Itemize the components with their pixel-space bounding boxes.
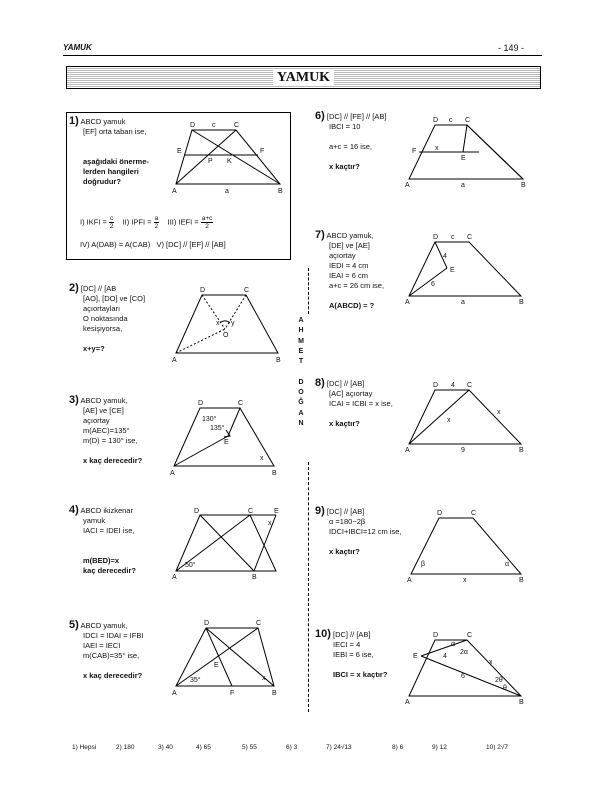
label-theta: θ	[503, 685, 507, 692]
question: x kaçtır?	[329, 162, 360, 171]
label-c: c	[212, 122, 216, 129]
label-a: a	[461, 299, 465, 306]
label-D: D	[198, 400, 204, 407]
label-D: D	[200, 287, 206, 294]
problem-number: 3)	[69, 394, 79, 406]
label-C: C	[465, 117, 471, 124]
label-A: A	[172, 357, 177, 364]
header-left: YAMUK	[63, 43, 92, 52]
label-E: E	[224, 439, 229, 446]
problem-8-text	[315, 378, 393, 429]
frac-num: a	[154, 215, 159, 222]
label-D: D	[204, 620, 210, 627]
label-x: x	[463, 577, 467, 584]
text-line: doğrudur?	[83, 177, 121, 186]
label-D: D	[433, 382, 439, 389]
column-divider-top	[308, 268, 309, 314]
label-E: E	[413, 653, 418, 660]
label-130: 130°	[202, 416, 217, 423]
problem-number: 7)	[315, 229, 325, 241]
trapezoid-diagram-6	[405, 115, 530, 190]
text-line: açıortay	[83, 416, 110, 425]
label-y: y	[231, 320, 235, 327]
text-line: [DC] // [AB]	[326, 379, 365, 388]
label-x: x	[268, 520, 272, 527]
problem-1-options-1	[80, 215, 213, 230]
label-A: A	[172, 690, 177, 697]
column-divider-bottom	[308, 462, 309, 712]
label-4: 4	[443, 253, 447, 260]
answer-1: 1) Hepsi	[72, 744, 97, 751]
label-4: 4	[451, 382, 455, 389]
label-B: B	[276, 357, 281, 364]
trapezoid-diagram-9	[405, 510, 530, 582]
problem-7-text	[315, 230, 384, 311]
label-C: C	[244, 287, 250, 294]
text-line: IEBI = 6 ise,	[333, 650, 374, 659]
label-D: D	[433, 117, 439, 124]
label-x: x	[216, 320, 220, 327]
label-4: 4	[443, 653, 447, 660]
author-letters	[297, 316, 305, 429]
label-6: 6	[431, 281, 435, 288]
problem-number: 4)	[69, 504, 79, 516]
problem-number: 5)	[69, 619, 79, 631]
label-E: E	[450, 267, 455, 274]
problem-1-text	[69, 116, 179, 187]
label-E: E	[274, 508, 279, 515]
label-D: D	[437, 510, 443, 517]
answer-6: 6) 3	[286, 744, 298, 751]
label-A: A	[405, 182, 410, 189]
text-line: ICAI = ICBI = x ise,	[329, 399, 393, 408]
author-letter: E	[298, 347, 304, 355]
label-D: D	[433, 234, 439, 241]
question: x kaç derecedir?	[83, 671, 143, 680]
label-A: A	[172, 574, 177, 581]
label-alpha: α	[505, 561, 510, 568]
label-C: C	[467, 382, 473, 389]
text-line: IBCI = 10	[329, 122, 361, 131]
question: IBCI = x kaçtır?	[333, 670, 388, 679]
trapezoid-diagram-4	[170, 507, 285, 579]
label-B: B	[519, 447, 524, 454]
label-P: P	[208, 158, 213, 165]
text-line: lerden hangileri	[83, 167, 139, 176]
label-D: D	[433, 632, 439, 639]
text-line: [EF] orta taban ise,	[83, 127, 147, 136]
problem-2-text	[69, 283, 145, 354]
label-B: B	[272, 470, 277, 477]
author-letter: O	[298, 389, 304, 397]
text-line: O noktasında	[83, 314, 128, 323]
label-35: 35°	[190, 677, 201, 684]
label-a: a	[461, 182, 465, 189]
text-line: ABCD yamuk	[80, 117, 126, 126]
problem-3-text	[69, 395, 142, 466]
trapezoid-diagram-1	[170, 118, 285, 198]
label-C: C	[467, 632, 473, 639]
label-F: F	[412, 148, 417, 155]
text-line: [DC] // [AB]	[326, 507, 365, 516]
text-line: ABCD yamuk,	[80, 621, 128, 630]
frac-den: 2	[205, 223, 209, 230]
label-x: x	[435, 145, 439, 152]
label-K: K	[227, 158, 232, 165]
author-letter-gap	[297, 367, 305, 377]
label-E: E	[177, 148, 182, 155]
label-x: x	[262, 675, 266, 682]
label-x: x	[489, 659, 493, 666]
text-line: a+c = 26 cm ise,	[329, 281, 385, 290]
problem-number: 6)	[315, 110, 325, 122]
label-D: D	[194, 508, 200, 515]
option-3: III) IEFI =	[167, 217, 199, 227]
problem-9-text	[315, 506, 402, 557]
problem-1-options-2: IV) A(DAB) = A(CAB) V) [DC] // [EF] // [AB]	[80, 240, 226, 249]
text-line: ABCD ikizkenar	[80, 506, 133, 515]
answer-4: 4) 65	[196, 744, 211, 751]
problem-number: 2)	[69, 282, 79, 294]
label-C: C	[238, 400, 244, 407]
author-letter: A	[298, 317, 304, 324]
question: x kaçtır?	[329, 547, 360, 556]
frac-num: a+c	[201, 215, 213, 222]
label-A: A	[407, 577, 412, 584]
text-line: m(BED)=x	[83, 556, 120, 565]
label-6: 6	[461, 673, 465, 680]
label-F: F	[260, 148, 265, 155]
text-line: [DC] // [FE] // [AB]	[326, 112, 387, 121]
frac-den: 2	[109, 223, 114, 230]
label-E: E	[461, 155, 466, 162]
text-line: IACI = IDEI ise,	[83, 526, 135, 535]
answer-2: 2) 180	[116, 744, 135, 751]
label-x: x	[260, 455, 264, 462]
label-2alpha: 2α	[460, 649, 468, 656]
question: x+y=?	[83, 344, 105, 353]
page-title: YAMUK	[273, 70, 334, 85]
text-line: m(D) = 130° ise,	[83, 436, 138, 445]
text-line: IDCI = IDAI = IFBI	[83, 631, 144, 640]
problem-5-text	[69, 620, 143, 681]
text-line: [DC] // [AB]	[333, 630, 371, 639]
label-c: c	[449, 117, 453, 124]
label-C: C	[256, 620, 262, 627]
question: A(ABCD) = ?	[329, 301, 375, 310]
trapezoid-diagram-5	[170, 620, 285, 695]
label-C: C	[467, 234, 473, 241]
text-line: [DC] // [AB	[80, 284, 117, 293]
label-C: C	[248, 508, 254, 515]
trapezoid-diagram-7	[405, 232, 530, 304]
problem-number: 10)	[315, 628, 331, 640]
problem-number: 1)	[69, 115, 79, 127]
answer-8: 8) 6	[392, 744, 404, 751]
author-letter: D	[298, 378, 304, 386]
label-B: B	[519, 299, 524, 306]
label-a: a	[225, 188, 229, 195]
label-B: B	[519, 699, 524, 706]
text-line: m(CAB)=35° ise,	[83, 651, 140, 660]
text-line: IECI = 4	[333, 640, 361, 649]
text-line: α =180−2β	[329, 517, 366, 526]
text-line: ABCD yamuk,	[326, 231, 374, 240]
text-line: [AE] ve [CE]	[83, 406, 124, 415]
label-D: D	[190, 122, 196, 129]
label-O: O	[223, 332, 229, 339]
author-letter: A	[298, 409, 304, 417]
question: x kaçtır?	[329, 419, 360, 428]
text-line: açıortay	[329, 251, 356, 260]
label-C: C	[234, 122, 240, 129]
text-line: m(AEC)=135°	[83, 426, 130, 435]
title-box	[66, 66, 541, 89]
question: x kaç derecedir?	[83, 456, 143, 465]
author-letter: M	[298, 337, 304, 345]
answer-9: 9) 12	[432, 744, 447, 751]
author-letter: T	[298, 358, 304, 366]
frac-den: 2	[154, 223, 159, 230]
label-x-bc: x	[497, 409, 501, 416]
label-A: A	[405, 447, 410, 454]
text-line: a+c = 16 ise,	[329, 142, 372, 151]
text-line: [DE] ve [AE]	[329, 241, 370, 250]
problem-number: 8)	[315, 377, 325, 389]
text-line: IAEI = IECI	[83, 641, 121, 650]
text-line: IEAI = 6 cm	[329, 271, 368, 280]
header-rule	[63, 55, 542, 56]
author-letter: N	[298, 419, 304, 427]
answer-7: 7) 24√13	[326, 744, 352, 751]
frac-num: c	[109, 215, 114, 222]
label-beta: β	[421, 561, 426, 568]
label-alpha: α	[451, 641, 456, 648]
answer-3: 3) 40	[158, 744, 173, 751]
text-line: ABCD yamuk,	[80, 396, 128, 405]
problem-number: 9)	[315, 505, 325, 517]
author-letter: H	[298, 327, 304, 335]
answer-5: 5) 55	[242, 744, 257, 751]
problem-4-text	[69, 505, 136, 576]
option-2: II) IPFI =	[122, 217, 152, 227]
answer-10: 10) 2√7	[486, 744, 508, 751]
option-1: I) IKFI =	[80, 217, 107, 227]
label-B: B	[278, 188, 283, 195]
trapezoid-diagram-2	[170, 285, 285, 365]
label-c: c	[451, 234, 455, 241]
label-A: A	[405, 299, 410, 306]
text-line: aşağıdaki önerme-	[83, 157, 149, 166]
label-50: 50°	[185, 562, 196, 569]
trapezoid-diagram-3	[170, 398, 285, 478]
label-E: E	[214, 662, 219, 669]
text-line: [AO], [DO] ve [CO]	[83, 294, 146, 303]
problem-6-text	[315, 111, 386, 172]
label-2theta: 2θ	[495, 677, 503, 684]
text-line: kesişiyorsa,	[83, 324, 123, 333]
text-line: [AC] açıortay	[329, 389, 373, 398]
label-C: C	[471, 510, 477, 517]
text-line: açıortayları	[83, 304, 121, 313]
label-x-ac: x	[447, 417, 451, 424]
problem-10-text	[315, 629, 387, 680]
text-line: IDCI+IBCI=12 cm ise,	[329, 527, 402, 536]
label-B: B	[272, 690, 277, 697]
label-A: A	[170, 470, 175, 477]
author-letter: Ğ	[298, 399, 304, 407]
label-A: A	[405, 699, 410, 706]
label-9: 9	[461, 447, 465, 454]
text-line: IEDI = 4 cm	[329, 261, 369, 270]
label-A: A	[172, 188, 177, 195]
author-vertical	[297, 316, 305, 429]
text-line: kaç derecedir?	[83, 566, 136, 575]
label-135: 135°	[210, 425, 225, 432]
label-B: B	[521, 182, 526, 189]
text-line: yamuk	[83, 516, 106, 525]
page-number: - 149 -	[498, 43, 525, 53]
label-B: B	[519, 577, 524, 584]
label-B: B	[252, 574, 257, 581]
label-F: F	[230, 690, 235, 697]
trapezoid-diagram-10	[405, 632, 530, 704]
trapezoid-diagram-8	[405, 380, 530, 455]
